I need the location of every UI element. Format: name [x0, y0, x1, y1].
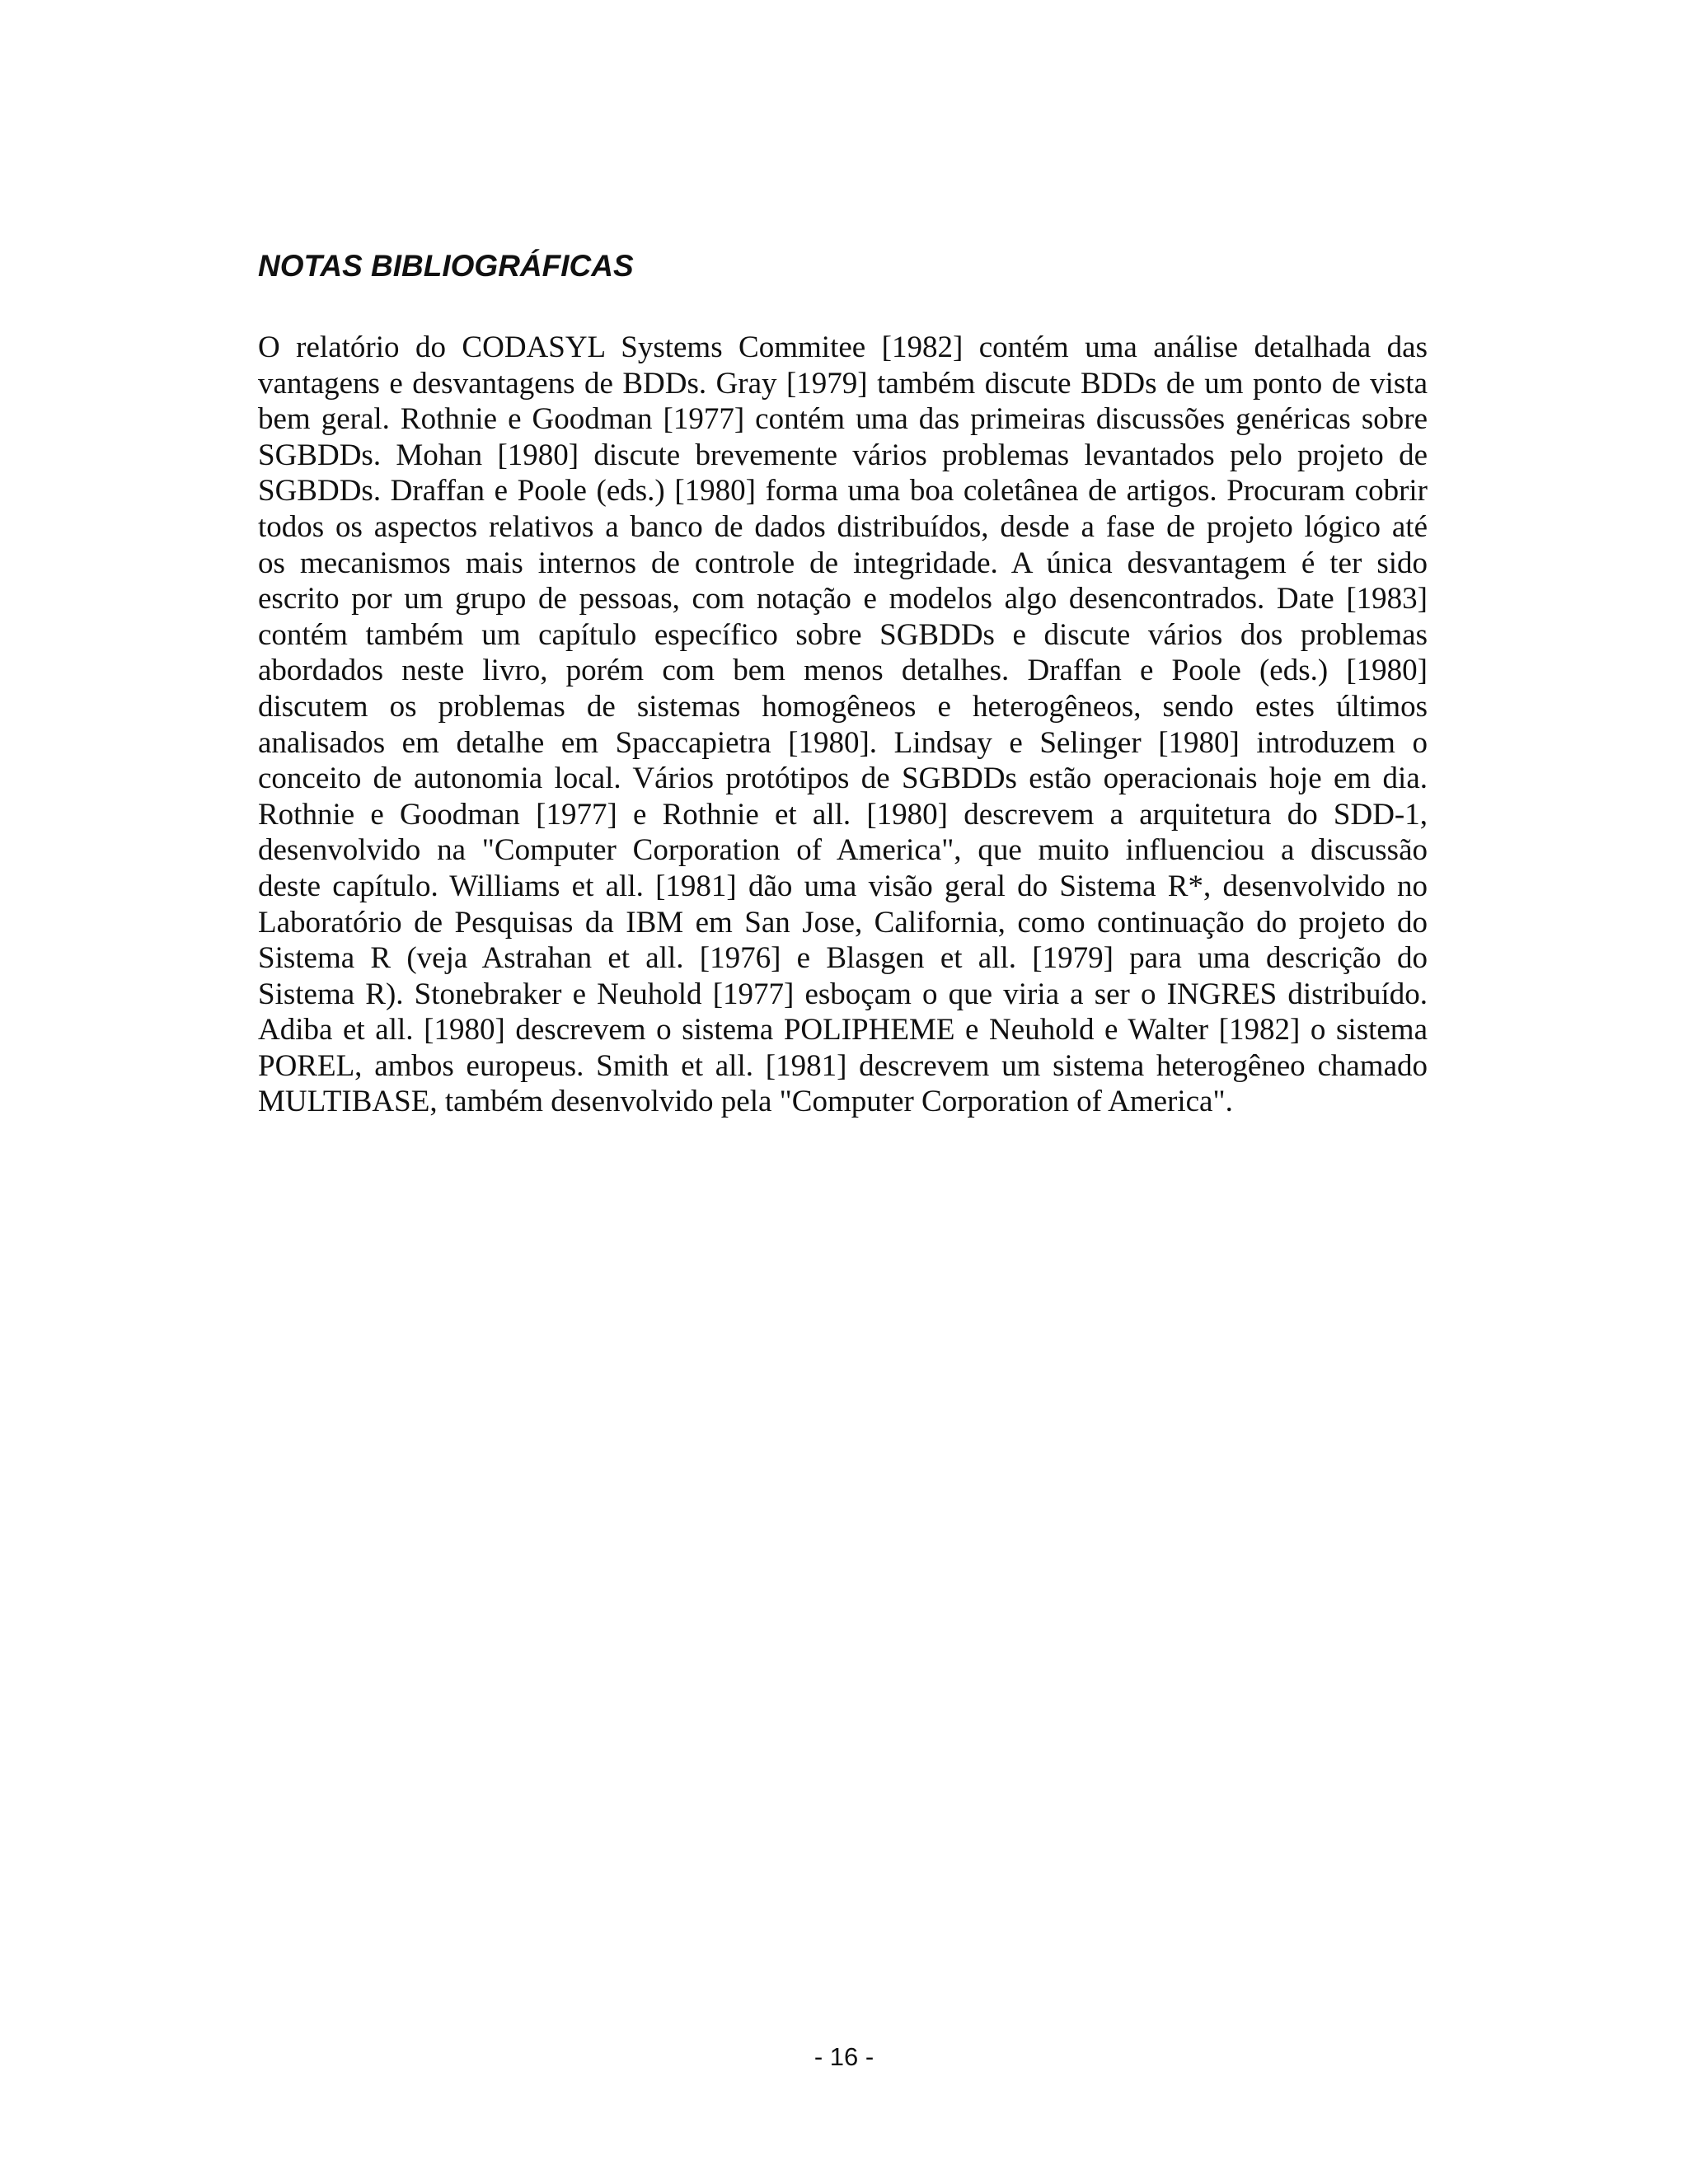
body-paragraph — [258, 330, 1428, 1120]
paragraph-line: os mecanismos mais internos de controle de integridade. A única desvantagem é ter sido — [258, 546, 1428, 580]
paragraph-line: todos os aspectos relativos a banco de dados distribuídos, desde a fase de projeto lógico até — [258, 509, 1428, 544]
paragraph-line: Laboratório de Pesquisas da IBM em San Jose, California, como continuação do projeto do — [258, 905, 1428, 940]
paragraph-line: contém também um capítulo específico sobre SGBDDs e discute vários dos problemas — [258, 617, 1428, 652]
paragraph-line: POREL, ambos europeus. Smith et all. [1981] descrevem um sistema heterogêneo chamado — [258, 1048, 1428, 1083]
paragraph-line: SGBDDs. Mohan [1980] discute brevemente vários problemas levantados pelo projeto de — [258, 438, 1428, 472]
paragraph-line: discutem os problemas de sistemas homogêneos e heterogêneos, sendo estes últimos — [258, 689, 1428, 724]
paragraph-line: Sistema R). Stonebraker e Neuhold [1977] esboçam o que viria a ser o INGRES distribuído. — [258, 977, 1428, 1011]
paragraph-line: SGBDDs. Draffan e Poole (eds.) [1980] forma uma boa coletânea de artigos. Procuram cobrir — [258, 474, 1428, 509]
paragraph-line: O relatório do CODASYL Systems Commitee [1982] contém uma análise detalhada das — [258, 330, 1428, 364]
paragraph-line: Rothnie e Goodman [1977] e Rothnie et all. [1980] descrevem a arquitetura do SDD-1, — [258, 797, 1428, 832]
paragraph-line: Adiba et all. [1980] descrevem o sistema POLIPHEME e Neuhold e Walter [1982] o sistema — [258, 1013, 1428, 1047]
paragraph-line: escrito por um grupo de pessoas, com notação e modelos algo desencontrados. Date [1983] — [258, 582, 1428, 616]
paragraph-line: bem geral. Rothnie e Goodman [1977] contém uma das primeiras discussões genéricas sobre — [258, 402, 1428, 437]
page-number: - 16 - — [814, 2042, 874, 2071]
paragraph-line: vantagens e desvantagens de BDDs. Gray [1979] também discute BDDs de um ponto de vista — [258, 366, 1428, 401]
paragraph-line: desenvolvido na "Computer Corporation of America", que muito influenciou a discussão — [258, 833, 1428, 868]
paragraph-line: conceito de autonomia local. Vários protótipos de SGBDDs estão operacionais hoje em dia. — [258, 762, 1428, 796]
section-heading: NOTAS BIBLIOGRÁFICAS — [258, 249, 634, 283]
paragraph-line: abordados neste livro, porém com bem menos detalhes. Draffan e Poole (eds.) [1980] — [258, 654, 1428, 688]
paragraph-line: analisados em detalhe em Spaccapietra [1980]. Lindsay e Selinger [1980] introduzem o — [258, 725, 1428, 760]
paragraph-line: MULTIBASE, também desenvolvido pela "Computer Corporation of America". — [258, 1085, 1233, 1119]
paragraph-line: Sistema R (veja Astrahan et all. [1976] e Blasgen et all. [1979] para uma descrição do — [258, 941, 1428, 976]
paragraph-line: deste capítulo. Williams et all. [1981] dão uma visão geral do Sistema R*, desenvolvido no — [258, 869, 1428, 903]
